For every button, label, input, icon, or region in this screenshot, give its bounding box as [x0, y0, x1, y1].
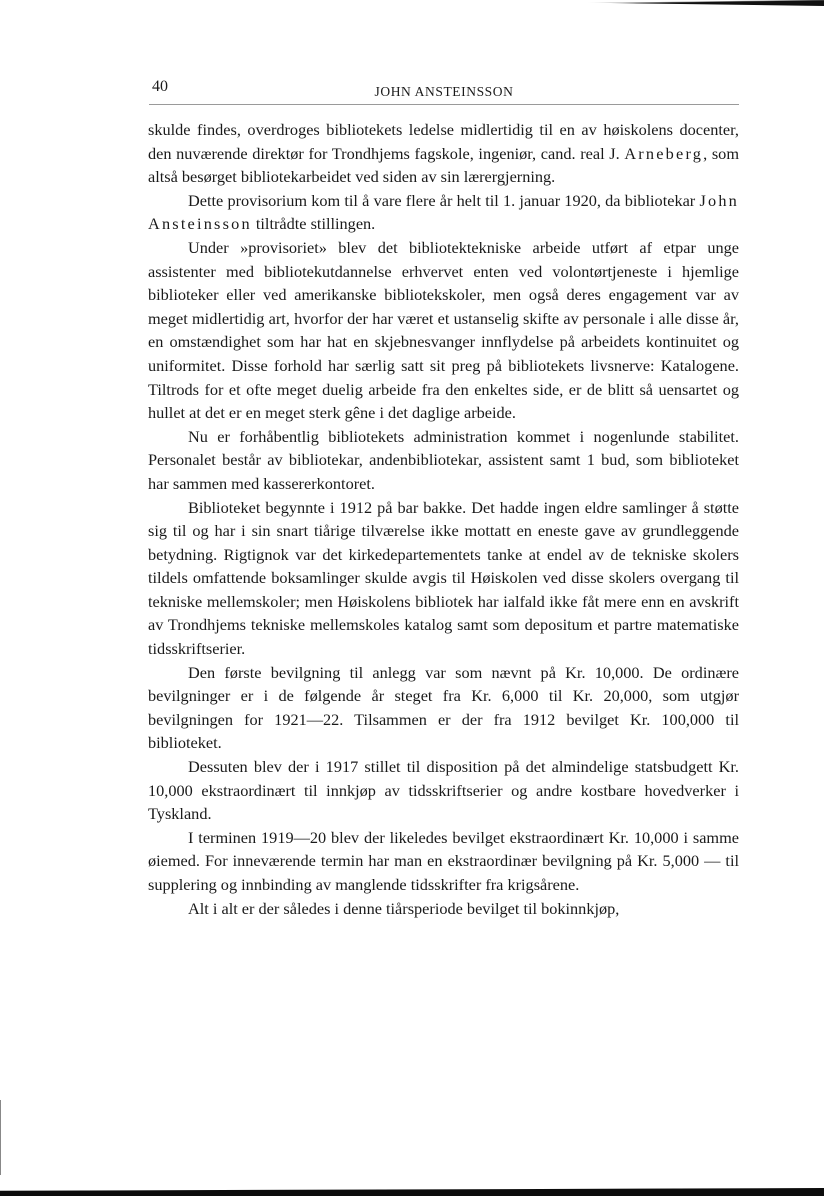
text-run: Biblioteket begynnte i 1912 på bar bakke. Det hadde ingen eldre samlinger å støtte sig til og har i sin snart tiårige tilværelse ikke mottatt en eneste gave av grundleggende betydning. Rigtignok var det kirkedepartementets tanke at endel av de tekniske skolers tildels omfattende boksamlinger skulde avgis til Høiskolen ved disse skolers overgang til tekniske mellemskoler; men Høiskolens bibliotek har ialfald ikke fåt mere enn en avskrift av Trondhjems tekniske mellemskoles katalog samt som depositum et partre matematiske tidsskriftserier.	[148, 497, 739, 659]
page-header	[149, 76, 739, 105]
spaced-name: Arneberg	[624, 143, 704, 163]
text-run: Dette provisorium kom til å vare flere år helt til 1. januar 1920, da bibliotekar	[188, 190, 700, 210]
paragraph	[148, 826, 739, 897]
spaced-name: John Ansteinsson	[148, 190, 739, 234]
paragraph	[148, 897, 739, 921]
body-text	[148, 118, 739, 920]
text-run: skulde findes, overdroges bibliotekets ledelse midlertidig til en av høiskolens docenter, den nuværende direktør for Trondhjems fagskole, ingeniør, cand. real J.	[148, 120, 739, 163]
paragraph	[148, 118, 739, 189]
text-run: Alt i alt er der således i denne tiårsperiode bevilget til bokinnkjøp,	[188, 898, 620, 918]
text-run: tiltrådte stillingen.	[251, 214, 376, 234]
scan-edge-top	[400, 0, 824, 6]
text-run: I terminen 1919—20 blev der likeledes bevilget ekstraordinært Kr. 10,000 i samme øiemed. For inneværende termin har man en ekstraordinær bevilgning på Kr. 5,000 — til supplering og innbinding av manglende tidsskrifter fra krigsårene.	[148, 827, 739, 894]
text-run: , som altså besørget bibliotekarbeidet ved siden av sin lærergjerning.	[148, 143, 739, 187]
paragraph	[148, 661, 739, 755]
text-run: Under »provisoriet» blev det bibliotektekniske arbeide utført af etpar unge assistenter med bibliotekutdannelse erhvervet enten ved volontørtjeneste i hjemlige biblioteker eller ved amerikanske bibliotekskoler, men også deres engagement var av meget midlertidig art, hvorfor der har været et ustanselig skifte av personale i alle disse år, en omstændighet som har hat en skjebnesvanger innflydelse på arbeidets kontinuitet og uniformitet. Disse forhold har særlig satt sit preg på bibliotekets livsnerve: Katalogene. Tiltrods for et ofte meget duelig arbeide fra den enkeltes side, er de blitt så uensartet og hullet at det er en meget sterk gêne i det daglige arbeide.	[148, 237, 739, 423]
running-head: JOHN ANSTEINSSON	[374, 84, 514, 99]
paragraph	[148, 425, 739, 496]
text-run: Den første bevilgning til anlegg var som nævnt på Kr. 10,000. De ordinære bevilgninger er i de følgende år steget fra Kr. 6,000 til Kr. 20,000, som utgjør bevilgningen for 1921—22. Tilsammen er der fra 1912 bevilget Kr. 100,000 til biblioteket.	[148, 662, 739, 753]
scan-edge-left	[0, 1100, 1, 1175]
paragraph	[148, 189, 739, 236]
page-number: 40	[152, 78, 168, 95]
paragraph	[148, 755, 739, 826]
paragraph	[148, 496, 739, 661]
text-run: Dessuten blev der i 1917 stillet til disposition på det almindelige statsbudgett Kr. 10,000 ekstraordinært til innkjøp av tidsskriftserier og andre kostbare hovedverker i Tyskland.	[148, 757, 739, 824]
text-run: Nu er forhåbentlig bibliotekets administration kommet i nogenlunde stabilitet. Personalet består av bibliotekar, andenbibliotekar, assistent samt 1 bud, som biblioteket har sammen med kassererkontoret.	[148, 426, 739, 493]
scan-edge-bottom	[0, 1188, 824, 1196]
paragraph	[148, 236, 739, 425]
